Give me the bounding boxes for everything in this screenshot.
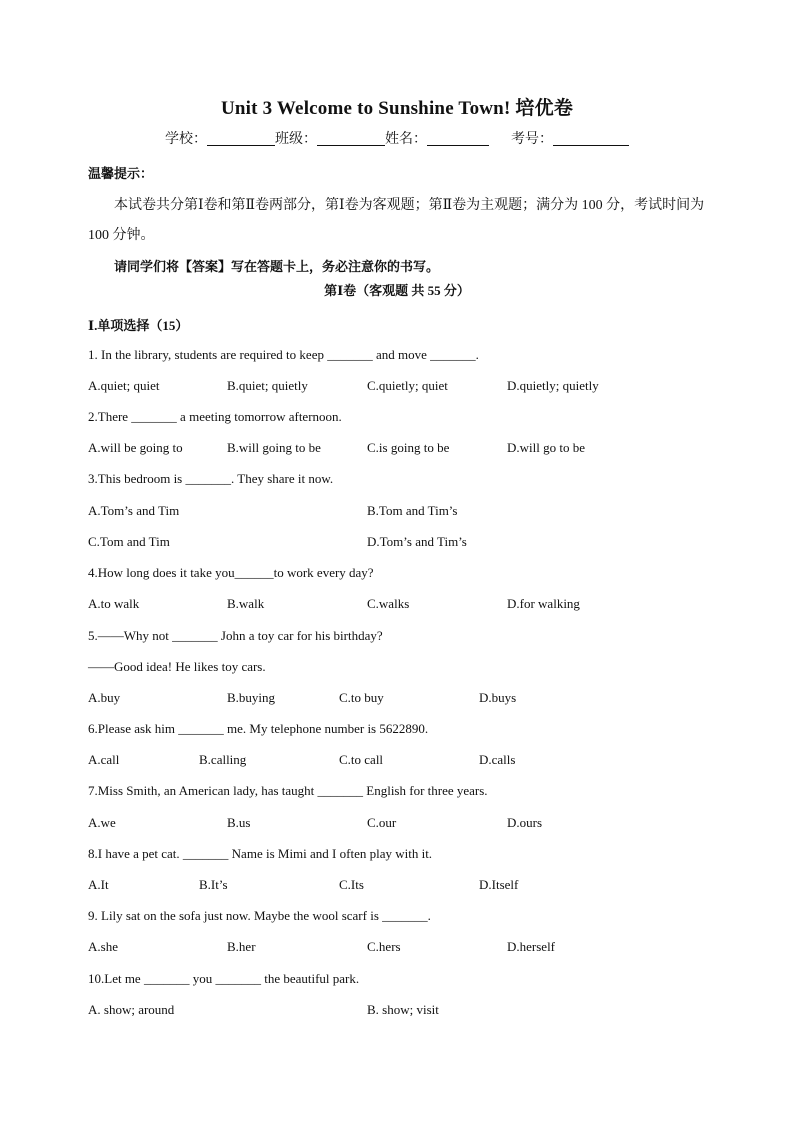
question-stem: 6.Please ask him _______ me. My telephone number is 5622890.	[88, 721, 429, 736]
option[interactable]: B.It’s	[199, 877, 228, 892]
name-label: 姓名：	[385, 132, 427, 147]
option[interactable]: B.Tom and Tim’s	[367, 503, 458, 518]
question-stem: 5.——Why not _______ John a toy car for his birthday?	[88, 628, 383, 643]
option[interactable]: A. show; around	[88, 1002, 175, 1017]
option[interactable]: B.will going to be	[227, 440, 321, 455]
option[interactable]: C.hers	[367, 939, 401, 954]
question-stem: 4.How long does it take you______to work every day?	[88, 565, 374, 580]
option[interactable]: C.Its	[339, 877, 364, 892]
option[interactable]: D.herself	[507, 939, 556, 954]
option[interactable]: C.Tom and Tim	[88, 534, 170, 549]
option[interactable]: A.to walk	[88, 596, 140, 611]
option[interactable]: B.walk	[227, 596, 265, 611]
option[interactable]: D.ours	[507, 815, 543, 830]
question-stem: 8.I have a pet cat. _______ Name is Mimi and I often play with it.	[88, 846, 433, 861]
part-title: 第Ⅰ卷（客观题 共 55 分）	[324, 283, 470, 298]
class-label: 班级：	[275, 132, 317, 147]
question-stem: 10.Let me _______ you _______ the beautiful park.	[88, 971, 360, 986]
option[interactable]: A.quiet; quiet	[88, 378, 160, 393]
class-blank[interactable]	[317, 131, 385, 146]
option[interactable]: A.we	[88, 815, 116, 830]
question-stem: 1. In the library, students are required to keep _______ and move _______.	[88, 347, 479, 362]
option[interactable]: C.our	[367, 815, 397, 830]
option[interactable]: A.It	[88, 877, 109, 892]
option[interactable]: D.buys	[479, 690, 517, 705]
option[interactable]: D.Tom’s and Tim’s	[367, 534, 467, 549]
option[interactable]: B.her	[227, 939, 256, 954]
answer-notice: 请同学们将【答案】写在答题卡上，务必注意你的书写。	[114, 259, 440, 274]
option[interactable]: C.quietly; quiet	[367, 378, 448, 393]
option[interactable]: A.will be going to	[88, 440, 183, 455]
option[interactable]: B.calling	[199, 752, 247, 767]
option[interactable]: C.to buy	[339, 690, 384, 705]
option[interactable]: C.to call	[339, 752, 384, 767]
option[interactable]: D.Itself	[479, 877, 519, 892]
option[interactable]: C.walks	[367, 596, 410, 611]
option[interactable]: A.she	[88, 939, 118, 954]
option[interactable]: D.for walking	[507, 596, 580, 611]
student-info-line	[0, 128, 794, 148]
question-stem: 3.This bedroom is _______. They share it now.	[88, 471, 334, 486]
section-title: Ⅰ.单项选择（15）	[88, 318, 189, 333]
question-stem: 2.There _______ a meeting tomorrow afternoon.	[88, 409, 342, 424]
option[interactable]: D.will go to be	[507, 440, 585, 455]
tips-heading: 温馨提示：	[88, 166, 154, 181]
option[interactable]: B.buying	[227, 690, 276, 705]
tips-body: 本试卷共分第Ⅰ卷和第Ⅱ卷两部分，第Ⅰ卷为客观题；第Ⅱ卷为主观题；满分为 100 分，考试时间为 100 分钟。	[88, 198, 705, 243]
option[interactable]: B.quiet; quietly	[227, 378, 308, 393]
option[interactable]: D.calls	[479, 752, 516, 767]
exam-no-blank[interactable]	[553, 131, 629, 146]
option[interactable]: B.us	[227, 815, 251, 830]
page-title: Unit 3 Welcome to Sunshine Town! 培优卷	[220, 98, 574, 119]
option[interactable]: A.buy	[88, 690, 121, 705]
option[interactable]: D.quietly; quietly	[507, 378, 599, 393]
option[interactable]: A.call	[88, 752, 120, 767]
option[interactable]: A.Tom’s and Tim	[88, 503, 180, 518]
name-blank[interactable]	[427, 131, 489, 146]
school-blank[interactable]	[207, 131, 275, 146]
option[interactable]: B. show; visit	[367, 1002, 439, 1017]
question-stem: 7.Miss Smith, an American lady, has taught _______ English for three years.	[88, 783, 488, 798]
question-stem: 9. Lily sat on the sofa just now. Maybe the wool scarf is _______.	[88, 908, 431, 923]
option[interactable]: C.is going to be	[367, 440, 450, 455]
question-stem-reply: ——Good idea! He likes toy cars.	[88, 659, 266, 674]
school-label: 学校：	[165, 132, 207, 147]
exam-no-label: 考号：	[511, 132, 553, 147]
